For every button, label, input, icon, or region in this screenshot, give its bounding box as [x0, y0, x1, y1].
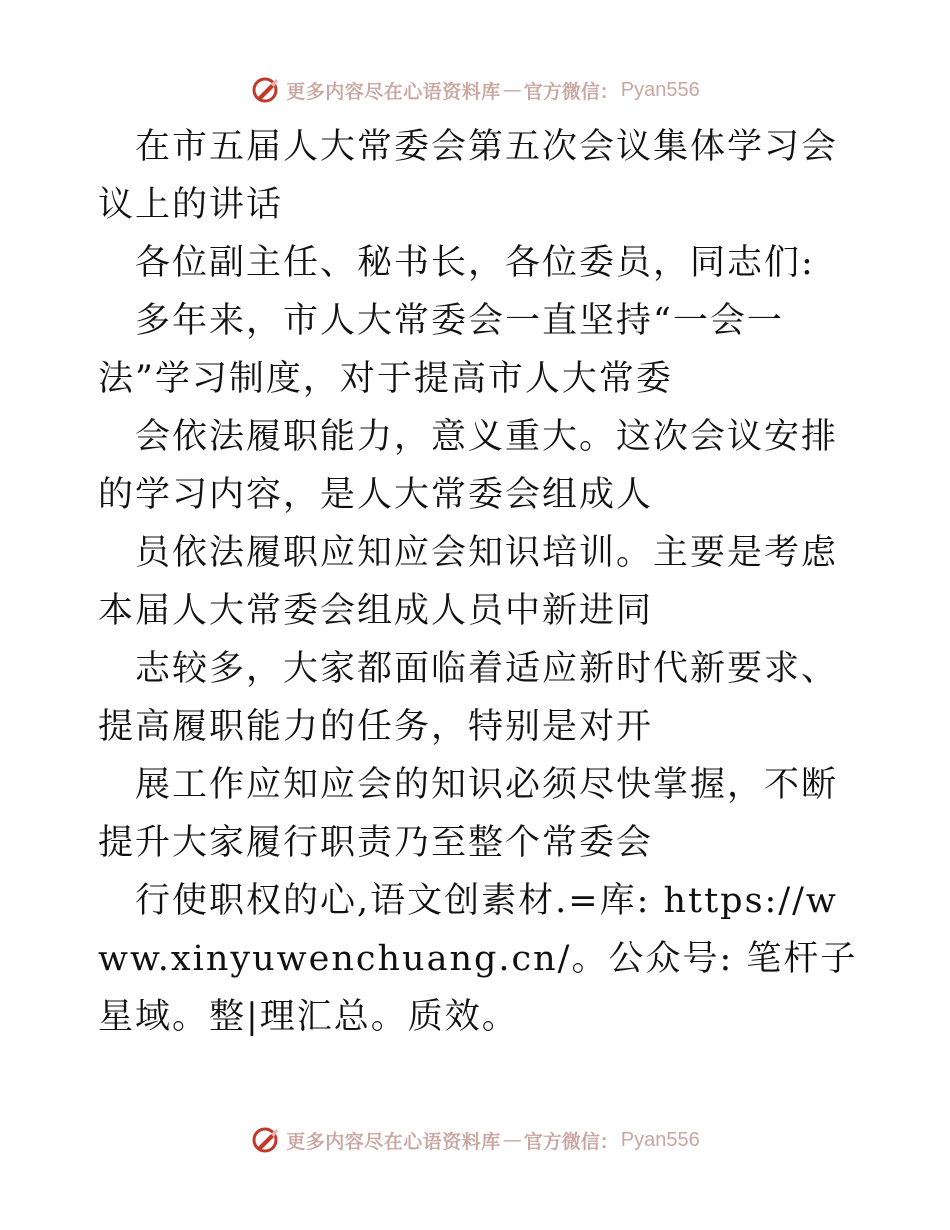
footer-contact-label: 官方微信：: [523, 1130, 619, 1153]
brand-logo-icon: [250, 75, 280, 105]
header-contact-label: 官方微信：: [523, 80, 619, 103]
header-separator: —: [502, 79, 522, 101]
footer-contact-id: Pyan556: [620, 1128, 700, 1151]
body-paragraph: 多年来，市人大常委会一直坚持“一会一法”学习制度，对于提高市人大常委: [98, 301, 784, 399]
header-watermark: [0, 70, 950, 110]
body-paragraph: 行使职权的心,语文创素材.=库: https://www.xinyuwenchuang.cn/。公众号: 笔杆子星域。整|理汇总。质效。: [98, 881, 858, 1037]
document-title: 在市五届人大常委会第五次会议集体学习会议上的讲话: [98, 127, 839, 225]
document-body: [98, 118, 858, 1046]
brand-logo-icon: [250, 1125, 280, 1155]
header-contact-id: Pyan556: [620, 78, 700, 101]
salutation: 各位副主任、秘书长，各位委员，同志们:: [135, 243, 815, 283]
body-paragraph: 会依法履职能力，意义重大。这次会议安排的学习内容，是人大常委会组成人: [98, 417, 839, 515]
header-promo-text: 更多内容尽在心语资料库: [286, 80, 501, 103]
body-paragraph: 展工作应知应会的知识必须尽快掌握，不断提升大家履行职责乃至整个常委会: [98, 765, 839, 863]
footer-promo-text: 更多内容尽在心语资料库: [286, 1130, 501, 1153]
footer-separator: —: [502, 1129, 522, 1151]
body-paragraph: 员依法履职应知应会知识培训。主要是考虑本届人大常委会组成人员中新进同: [98, 533, 839, 631]
body-paragraph: 志较多，大家都面临着适应新时代新要求、提高履职能力的任务，特别是对开: [98, 649, 839, 747]
footer-watermark: [0, 1120, 950, 1160]
